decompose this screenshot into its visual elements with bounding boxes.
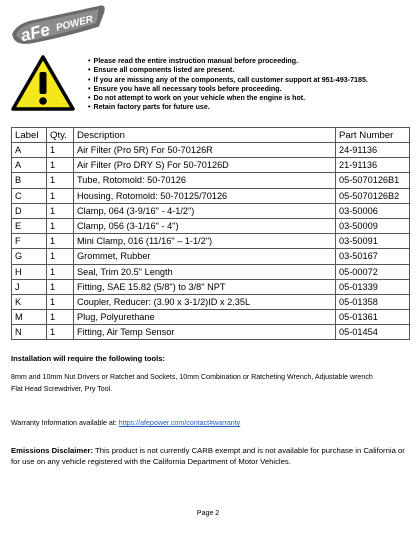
parts-table [11,127,410,340]
qty-cell: 1 [47,310,74,325]
label-cell: E [12,218,47,233]
part-number-cell: 05-5070126B1 [336,173,410,188]
tools-list [11,371,411,395]
pre-install-notes [88,57,368,113]
part-number-cell: 05-01358 [336,294,410,309]
tools-heading: Installation will require the following tools: [11,354,165,363]
qty-column-header: Qty. [47,128,74,143]
emissions-label: Emissions Disclaimer: [11,446,94,455]
page-number: Page 2 [196,510,220,517]
label-cell: A [12,143,47,158]
qty-cell: 1 [47,294,74,309]
description-column-header: Description [74,128,336,143]
part-number-column-header: Part Number [336,128,410,143]
qty-cell: 1 [47,158,74,173]
table-row [12,203,410,218]
part-number-cell: 03-50167 [336,249,410,264]
label-cell: M [12,310,47,325]
label-cell: B [12,173,47,188]
note-item: • Do not attempt to work on your vehicle when the engine is hot. [88,94,368,103]
part-number-cell: 05-5070126B2 [336,188,410,203]
description-cell: Coupler, Reducer: (3.90 x 3-1/2)ID x 2.35L [74,294,336,309]
part-number-cell: 03-50091 [336,234,410,249]
description-cell: Fitting, Air Temp Sensor [74,325,336,340]
description-cell: Fitting, SAE 15.82 (5/8") to 3/8" NPT [74,279,336,294]
parts-table-body [12,143,410,340]
label-cell: F [12,234,47,249]
qty-cell: 1 [47,188,74,203]
label-cell: N [12,325,47,340]
table-row [12,173,410,188]
table-row [12,264,410,279]
description-cell: Plug, Polyurethane [74,310,336,325]
part-number-cell: 05-00072 [336,264,410,279]
table-row [12,234,410,249]
logo-graphic [6,4,114,50]
emissions-disclaimer [11,446,411,468]
qty-cell: 1 [47,234,74,249]
description-cell: Clamp, 056 (3-1/16" - 4") [74,218,336,233]
label-cell: A [12,158,47,173]
qty-cell: 1 [47,249,74,264]
table-row [12,294,410,309]
warranty-link[interactable]: https://afepower.com/contact#warranty [118,419,241,427]
label-cell: D [12,203,47,218]
label-column-header: Label [12,128,47,143]
qty-cell: 1 [47,173,74,188]
label-cell: H [12,264,47,279]
description-cell: Grommet, Rubber [74,249,336,264]
table-row [12,158,410,173]
table-row [12,249,410,264]
note-item: • If you are missing any of the components, call customer support at 951-493-7185. [88,76,368,85]
table-row [12,143,410,158]
tools-line: Flat Head Screwdriver, Pry Tool. [11,385,113,393]
label-cell: J [12,279,47,294]
svg-text:POWER: POWER [54,13,95,34]
qty-cell: 1 [47,218,74,233]
label-cell: G [12,249,47,264]
description-cell: Tube, Rotomold: 50-70126 [74,173,336,188]
note-item: • Retain factory parts for future use. [88,103,368,112]
label-cell: K [12,294,47,309]
part-number-cell: 05-01361 [336,310,410,325]
warning-icon [10,54,76,112]
part-number-cell: 03-50009 [336,218,410,233]
qty-cell: 1 [47,143,74,158]
part-number-cell: 05-01339 [336,279,410,294]
warranty-label: Warranty Information available at: [11,419,119,427]
warranty-info [11,419,240,427]
description-cell: Clamp, 064 (3-9/16" - 4-1/2") [74,203,336,218]
part-number-cell: 03-50006 [336,203,410,218]
description-cell: Air Filter (Pro DRY S) For 50-70126D [74,158,336,173]
tools-line: 8mm and 10mm Nut Drivers or Ratchet and Sockets, 10mm Combination or Ratcheting Wrench, Adjustable wrench [11,373,373,381]
note-item: • Please read the entire instruction manual before proceeding. [88,57,368,66]
table-header-row [12,128,410,143]
table-row [12,188,410,203]
table-row [12,310,410,325]
note-item: • Ensure you have all necessary tools before proceeding. [88,85,368,94]
qty-cell: 1 [47,264,74,279]
part-number-cell: 24-91136 [336,143,410,158]
table-row [12,218,410,233]
afe-power-logo [6,4,114,50]
label-cell: C [12,188,47,203]
description-cell: Housing, Rotomold: 50-70125/70126 [74,188,336,203]
table-row [12,279,410,294]
svg-text:aFe: aFe [18,19,52,46]
qty-cell: 1 [47,325,74,340]
description-cell: Air Filter (Pro 5R) For 50-70126R [74,143,336,158]
table-row [12,325,410,340]
qty-cell: 1 [47,279,74,294]
description-cell: Seal, Trim 20.5" Length [74,264,336,279]
note-item: • Ensure all components listed are present. [88,66,368,75]
part-number-cell: 05-01454 [336,325,410,340]
emissions-text: This product is not currently CARB exempt and is not available for purchase in California or for use on any vehicle registered with the California Department of Motor Vehicles. [11,446,405,466]
description-cell: Mini Clamp, 016 (11/16" – 1-1/2") [74,234,336,249]
qty-cell: 1 [47,203,74,218]
part-number-cell: 21-91136 [336,158,410,173]
